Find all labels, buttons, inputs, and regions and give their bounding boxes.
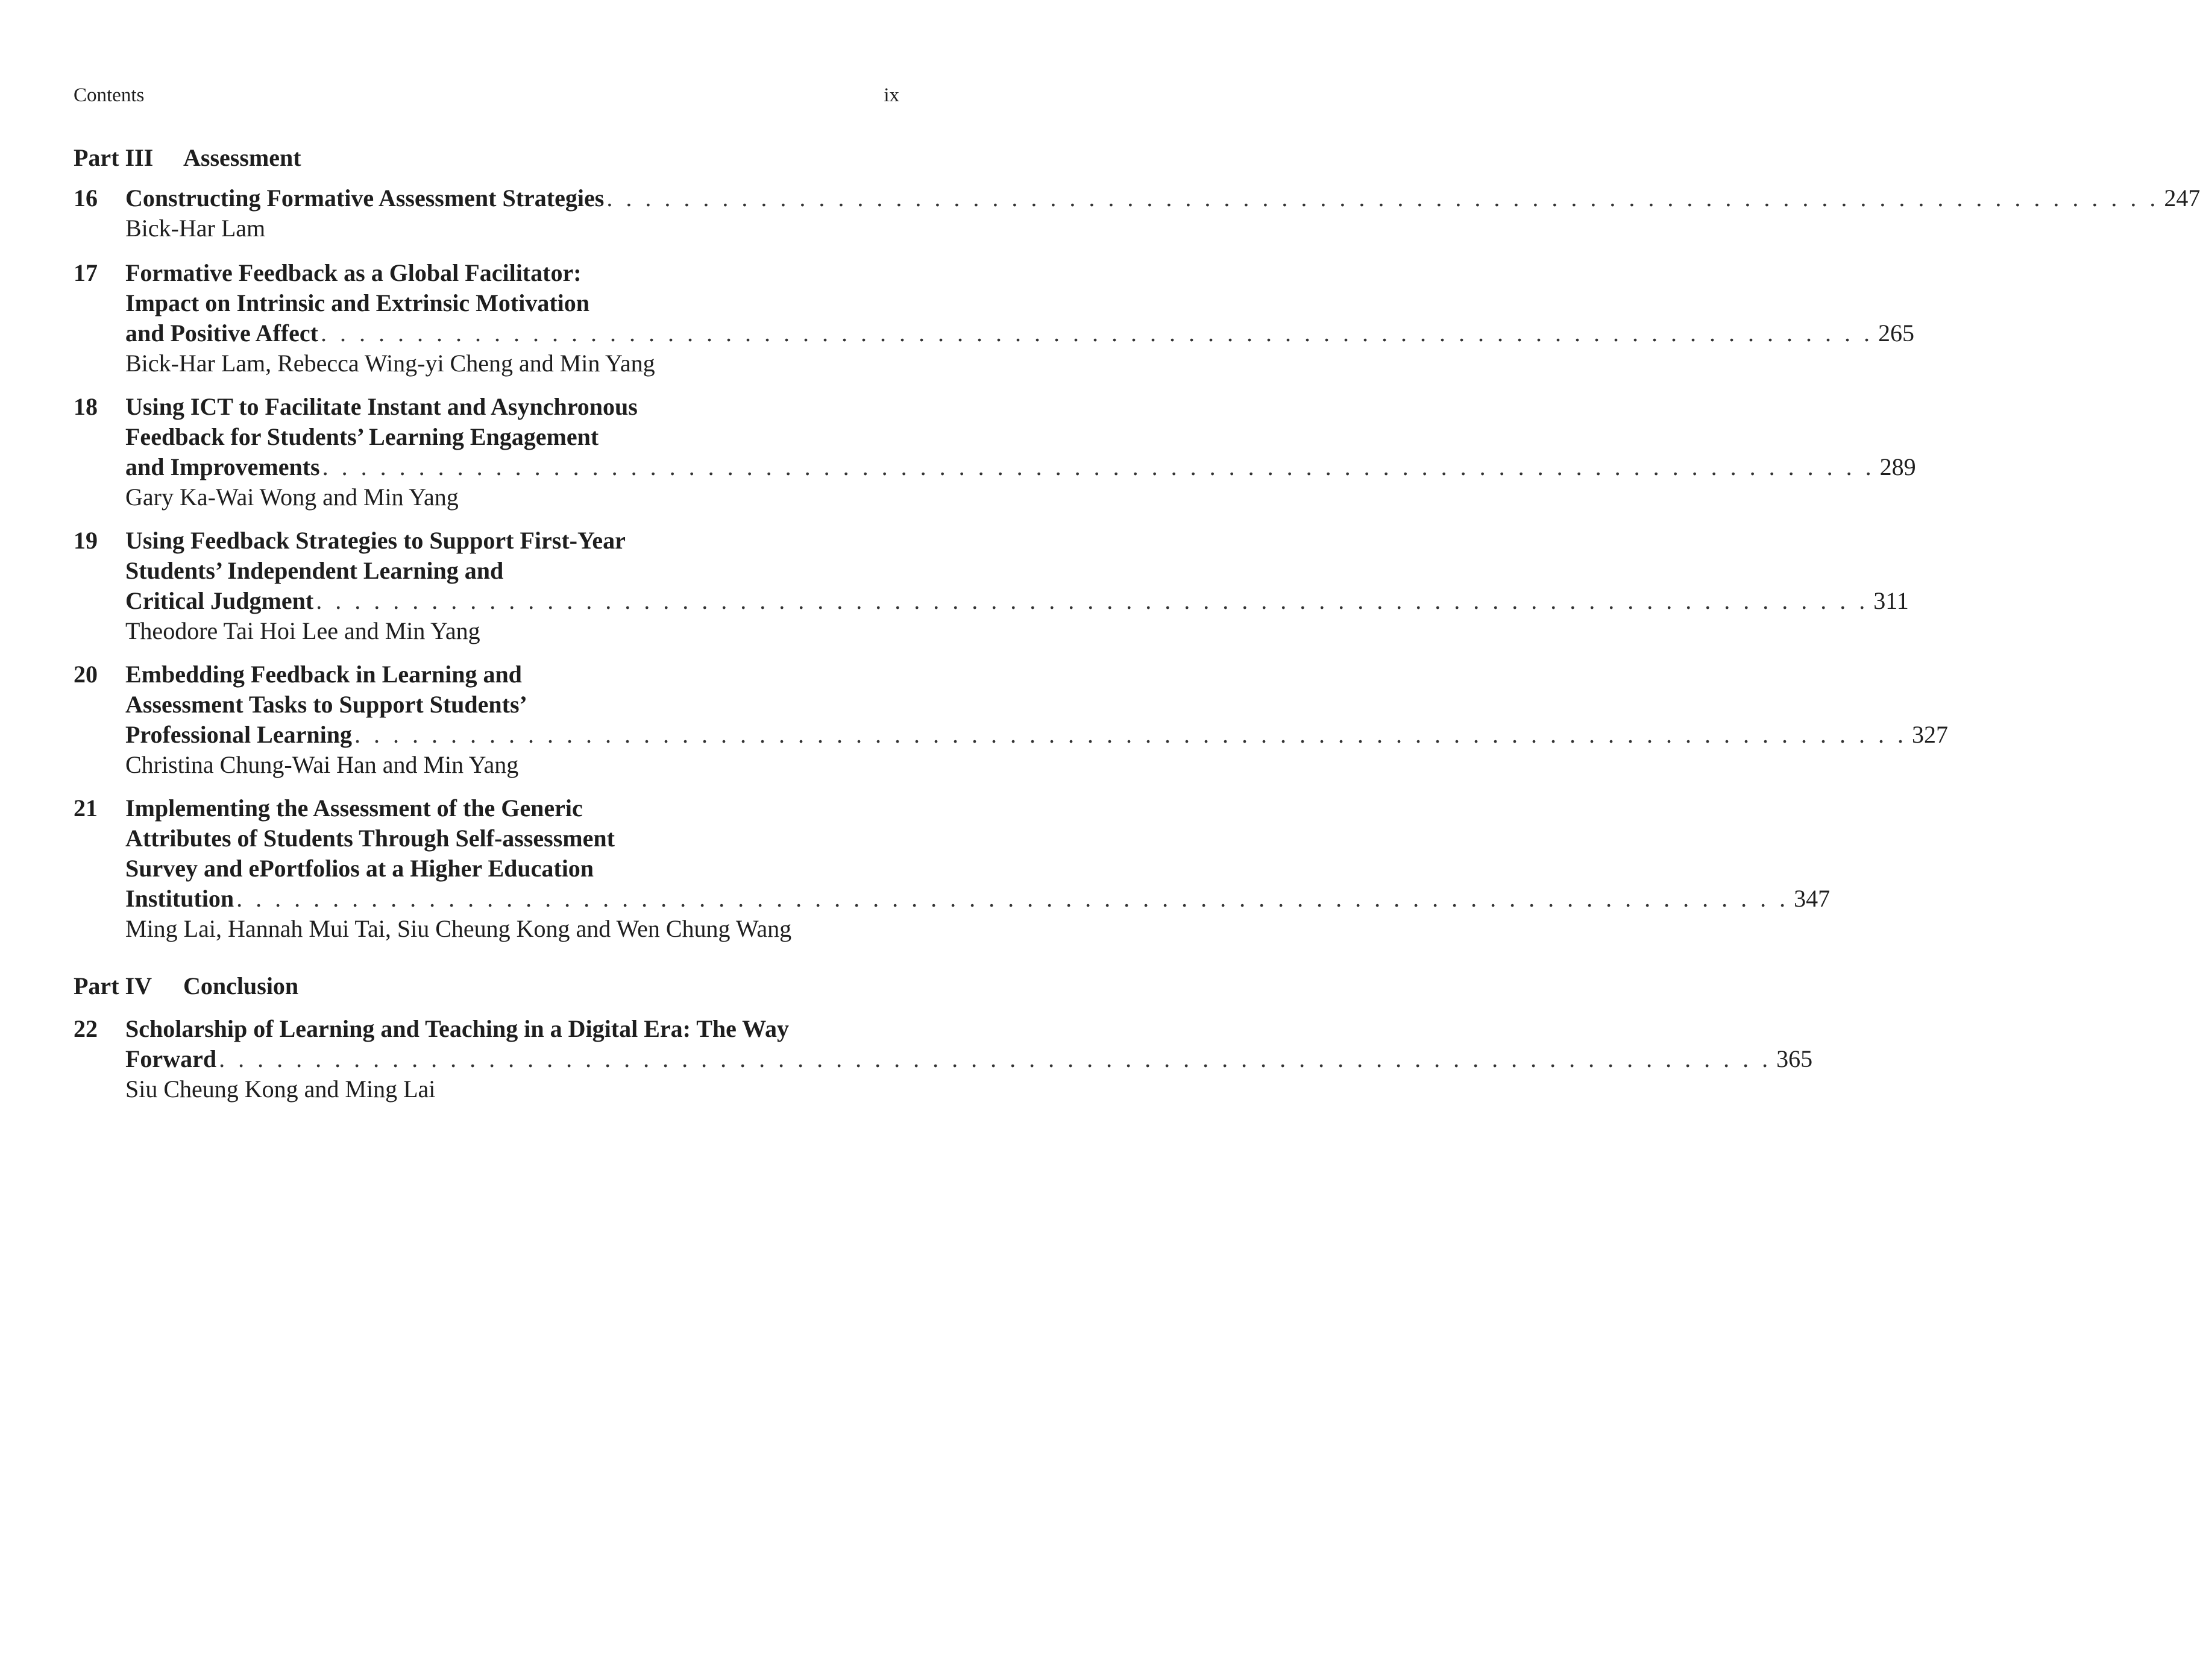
chapter-authors: Siu Cheung Kong and Ming Lai (125, 1075, 436, 1103)
chapter-title-line (125, 1044, 1812, 1074)
toc-entry[interactable] (74, 183, 2200, 244)
chapter-title-line (125, 884, 1830, 914)
chapter-page: 365 (1776, 1045, 1813, 1072)
chapter-title: Constructing Formative Assessment Strategies (125, 184, 605, 212)
chapter-number: 21 (74, 794, 98, 822)
chapter-title: Professional Learning (125, 721, 352, 748)
toc-entry[interactable] (74, 526, 1909, 646)
chapter-authors: Ming Lai, Hannah Mui Tai, Siu Cheung Kong and Wen Chung Wang (125, 915, 792, 942)
chapter-title: Forward (125, 1045, 217, 1072)
chapter-page: 347 (1794, 885, 1831, 912)
chapter-page: 289 (1879, 453, 1916, 480)
chapter-title-line: Assessment Tasks to Support Students’ (125, 691, 527, 718)
part-title: Conclusion (183, 972, 299, 999)
part-title: Assessment (183, 144, 301, 171)
chapter-authors: Theodore Tai Hoi Lee and Min Yang (125, 617, 480, 644)
chapter-title: and Positive Affect (125, 319, 318, 347)
chapter-authors: Christina Chung-Wai Han and Min Yang (125, 751, 519, 778)
part-label: Part III (74, 144, 154, 171)
chapter-title-line: Students’ Independent Learning and (125, 557, 504, 584)
toc-entry[interactable] (74, 1014, 1813, 1104)
toc-entry[interactable] (74, 659, 1948, 780)
dot-leader: . . . . . . . . . . . . . . . . . . . . . . . . . . . . . . . . . . . . . . . . . . . . . . . . . . . . . . . . . . . . . . . . . . . . . . . . . . . . . . . . . (320, 319, 1873, 347)
toc-entry[interactable] (74, 793, 1831, 944)
chapter-title-line (125, 318, 1914, 348)
chapter-page: 311 (1873, 587, 1909, 614)
chapter-title-line: Impact on Intrinsic and Extrinsic Motivation (125, 289, 590, 316)
dot-leader: . . . . . . . . . . . . . . . . . . . . . . . . . . . . . . . . . . . . . . . . . . . . . . . . . . . . . . . . . . . . . . . . . . . . . . . . . . . . . . . . . (236, 885, 1790, 912)
chapter-page: 265 (1878, 319, 1914, 347)
chapter-authors: Bick-Har Lam, Rebecca Wing-yi Cheng and Min Yang (125, 350, 655, 377)
chapter-authors: Gary Ka-Wai Wong and Min Yang (125, 483, 459, 511)
chapter-title-line: Using Feedback Strategies to Support First-Year (125, 527, 626, 554)
running-head (74, 84, 899, 107)
chapter-authors: Bick-Har Lam (125, 215, 266, 242)
dot-leader: . . . . . . . . . . . . . . . . . . . . . . . . . . . . . . . . . . . . . . . . . . . . . . . . . . . . . . . . . . . . . . . . . . . . . . . . . . . . . . . . . (606, 184, 2160, 212)
dot-leader: . . . . . . . . . . . . . . . . . . . . . . . . . . . . . . . . . . . . . . . . . . . . . . . . . . . . . . . . . . . . . . . . . . . . . . . . . . . . . . . . . (354, 721, 1907, 748)
chapter-title: Critical Judgment (125, 587, 314, 614)
dot-leader: . . . . . . . . . . . . . . . . . . . . . . . . . . . . . . . . . . . . . . . . . . . . . . . . . . . . . . . . . . . . . . . . . . . . . . . . . . . . . . . . . (316, 587, 1869, 614)
part-heading (74, 143, 301, 172)
dot-leader: . . . . . . . . . . . . . . . . . . . . . . . . . . . . . . . . . . . . . . . . . . . . . . . . . . . . . . . . . . . . . . . . . . . . . . . . . . . . . . . . . (322, 453, 1875, 480)
chapter-title-line: Using ICT to Facilitate Instant and Asynchronous (125, 393, 638, 420)
chapter-title-line: Attributes of Students Through Self-assessment (125, 825, 615, 852)
chapter-title-line: Embedding Feedback in Learning and (125, 661, 522, 688)
page-number: ix (884, 84, 899, 106)
chapter-page: 327 (1911, 721, 1948, 748)
chapter-number: 19 (74, 527, 98, 554)
chapter-title-line (125, 586, 1909, 616)
chapter-title-line: Scholarship of Learning and Teaching in a Digital Era: The Way (125, 1015, 789, 1042)
chapter-title: Institution (125, 885, 234, 912)
chapter-number: 16 (74, 184, 98, 212)
chapter-title-line: Survey and ePortfolios at a Higher Education (125, 855, 594, 882)
chapter-title-line (125, 183, 2200, 213)
part-label: Part IV (74, 972, 152, 999)
dot-leader: . . . . . . . . . . . . . . . . . . . . . . . . . . . . . . . . . . . . . . . . . . . . . . . . . . . . . . . . . . . . . . . . . . . . . . . . . . . . . . . . . (219, 1045, 1772, 1072)
chapter-title-line: Formative Feedback as a Global Facilitator: (125, 259, 582, 286)
chapter-title-line: Implementing the Assessment of the Generic (125, 794, 583, 822)
chapter-number: 20 (74, 661, 98, 688)
chapter-number: 18 (74, 393, 98, 420)
chapter-title-line: Feedback for Students’ Learning Engagement (125, 423, 599, 450)
chapter-number: 17 (74, 259, 98, 286)
running-head-section: Contents (74, 84, 145, 106)
toc-entry[interactable] (74, 258, 1914, 379)
chapter-page: 247 (2164, 184, 2200, 212)
chapter-title-line (125, 452, 1916, 482)
part-heading (74, 972, 298, 1000)
chapter-title: and Improvements (125, 453, 320, 480)
chapter-number: 22 (74, 1015, 98, 1042)
toc-entry[interactable] (74, 392, 1916, 512)
chapter-title-line (125, 720, 1948, 750)
